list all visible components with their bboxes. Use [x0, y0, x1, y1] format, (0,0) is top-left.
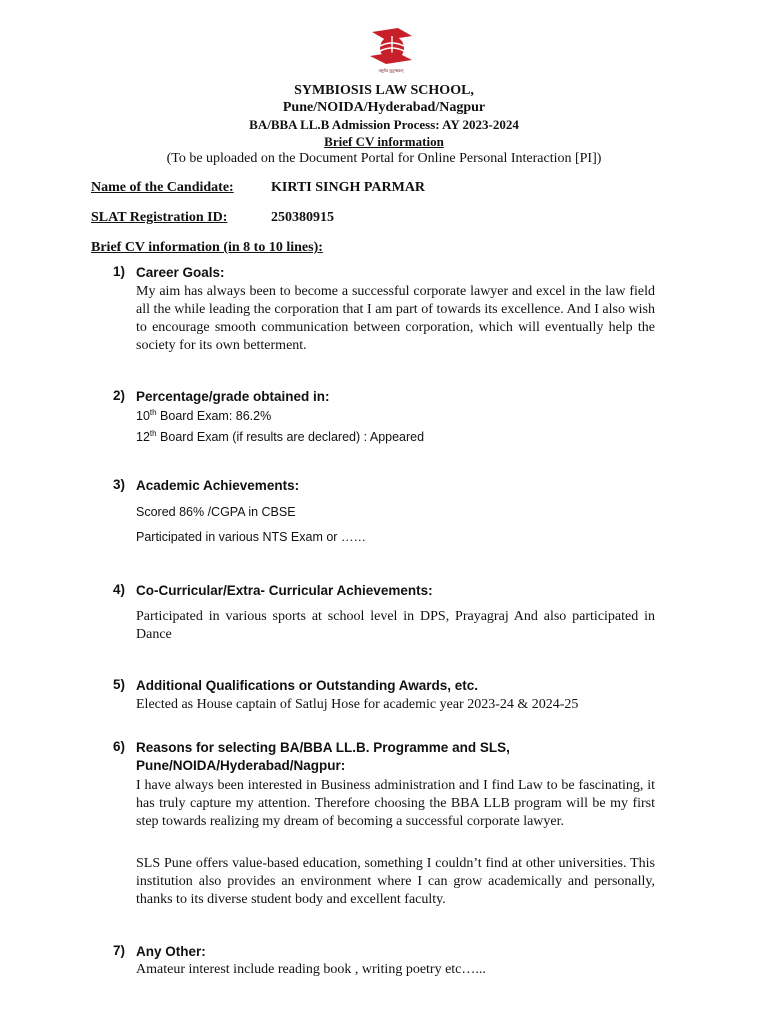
section-number: 5)	[113, 677, 126, 692]
school-name: SYMBIOSIS LAW SCHOOL,	[294, 83, 474, 98]
document-title: Brief CV information	[324, 134, 444, 149]
upload-instruction: (To be uploaded on the Document Portal for Online Personal Interaction [PI])	[166, 151, 602, 166]
section-text-1: I have always been interested in Business administration and I find Law to be fascinating, it has truly capture my attention. Therefore choosing the BBA LLB program will be my first step towards realizing my dream of becoming a successful corporate lawyer.	[136, 778, 655, 829]
section-text: Amateur interest include reading book , writing poetry etc…...	[136, 962, 486, 977]
registration-id-label: SLAT Registration ID:	[91, 210, 228, 225]
section-text-2: SLS Pune offers value-based education, something I couldn’t find at other universities. This institution also provides an environment where I can grow academically and personally, thanks to its diverse student body and excellent faculty.	[136, 856, 655, 907]
section-number: 2)	[113, 388, 126, 403]
symbiosis-logo	[368, 26, 416, 68]
candidate-name-label: Name of the Candidate:	[91, 180, 234, 195]
admission-process: BA/BBA LL.B Admission Process: AY 2023-2024	[249, 117, 519, 132]
section-number: 6)	[113, 739, 126, 754]
section-title: Additional Qualifications or Outstanding Awards, etc.	[136, 678, 479, 693]
board-exam-12: 12th Board Exam (if results are declared) : Appeared	[136, 428, 425, 444]
section-title: Any Other:	[136, 944, 206, 959]
academic-line-1: Scored 86% /CGPA in CBSE	[136, 505, 296, 519]
section-text: Participated in various sports at school level in DPS, Prayagraj And also participated in Dance	[136, 609, 655, 642]
section-text: Elected as House captain of Satluj Hose for academic year 2023-24 & 2024-25	[136, 697, 579, 712]
section-title: Career Goals:	[136, 265, 225, 280]
section-title: Percentage/grade obtained in:	[136, 389, 330, 404]
section-title: Reasons for selecting BA/BBA LL.B. Programme and SLS, Pune/NOIDA/Hyderabad/Nagpur:	[136, 740, 510, 773]
logo-motto: वसुधैव कुटुम्बकम्	[378, 68, 404, 73]
section-number: 4)	[113, 582, 126, 597]
campus-list: Pune/NOIDA/Hyderabad/Nagpur	[282, 100, 486, 115]
registration-id-value: 250380915	[271, 210, 334, 225]
registration-id-row	[91, 210, 334, 226]
section-title: Co-Curricular/Extra- Curricular Achievements:	[136, 583, 433, 598]
board-exam-10: 10th Board Exam: 86.2%	[136, 407, 272, 423]
candidate-name-row	[91, 180, 426, 196]
section-number: 1)	[113, 264, 126, 279]
document-header	[0, 82, 768, 168]
brief-cv-heading: Brief CV information (in 8 to 10 lines):	[91, 240, 323, 255]
section-number: 3)	[113, 477, 126, 492]
academic-line-2: Participated in various NTS Exam or ……	[136, 530, 366, 544]
section-title: Academic Achievements:	[136, 478, 300, 493]
section-text: My aim has always been to become a successful corporate lawyer and excel in the law field all the while leading the corporation that I am part of towards its excellence. And I also wish to encourage smooth communication between corporation, which will eventually help the society for its own betterment.	[136, 284, 655, 353]
section-number: 7)	[113, 943, 126, 958]
candidate-name-value: KIRTI SINGH PARMAR	[271, 180, 426, 195]
